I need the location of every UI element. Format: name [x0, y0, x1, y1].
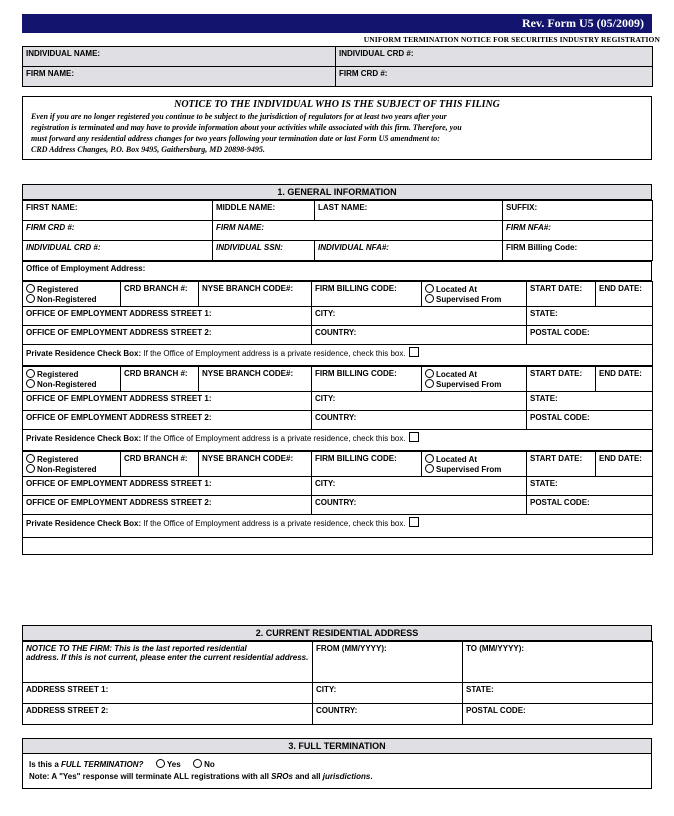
supervised-from-label: Supervised From [436, 380, 502, 389]
start-date-cell-3[interactable] [527, 452, 596, 477]
firm-crd-field[interactable] [23, 221, 213, 241]
radio-icon[interactable] [156, 759, 165, 768]
office-street2-label: OFFICE OF EMPLOYMENT ADDRESS STREET 2: [26, 498, 212, 507]
to-date-label: TO (MM/YYYY): [466, 644, 525, 653]
section-3 [22, 738, 652, 789]
crd-branch-label: CRD BRANCH #: [124, 454, 188, 463]
office-of-employment-label: Office of Employment Address: [26, 264, 146, 273]
table-row [23, 496, 653, 515]
crd-branch-cell-1[interactable] [121, 282, 199, 307]
notice-line-4: CRD Address Changes, P.O. Box 9495, Gaithersburg, MD 20898-9495. [31, 145, 265, 154]
office-street1-label: OFFICE OF EMPLOYMENT ADDRESS STREET 1: [26, 394, 212, 403]
firm-billing-code-cell-2[interactable] [312, 367, 422, 392]
office-city-label: CITY: [315, 394, 336, 403]
office-street1-cell-2[interactable] [23, 392, 312, 411]
end-date-label: END DATE: [599, 284, 642, 293]
start-date-label: START DATE: [530, 454, 583, 463]
office-spacer-row [23, 538, 653, 555]
office-state-label: STATE: [530, 394, 558, 403]
office-city-cell-2[interactable] [312, 392, 527, 411]
office-block-3 [22, 451, 653, 555]
office-city-cell-3[interactable] [312, 477, 527, 496]
registration-type-cell-1[interactable] [23, 282, 121, 307]
registered-label: Registered [37, 455, 79, 464]
office-country-label: COUNTRY: [315, 498, 357, 507]
office-label-table [22, 261, 652, 281]
office-state-label: STATE: [530, 309, 558, 318]
private-residence-text-1: If the Office of Employment address is a private residence, check this box. [141, 349, 406, 358]
private-residence-row-2[interactable] [23, 430, 653, 451]
office-state-label: STATE: [530, 479, 558, 488]
radio-icon[interactable] [193, 759, 202, 768]
firm-billing-code-label: FIRM BILLING CODE: [315, 369, 397, 378]
nyse-branch-label: NYSE BRANCH CODE#: [202, 284, 294, 293]
office-postal-label: POSTAL CODE: [530, 498, 590, 507]
office-street2-cell-3[interactable] [23, 496, 312, 515]
residential-street2-cell[interactable] [23, 704, 313, 725]
residential-street1-cell[interactable] [23, 683, 313, 704]
crd-branch-cell-3[interactable] [121, 452, 199, 477]
office-block-2 [22, 366, 653, 451]
crd-branch-label: CRD BRANCH #: [124, 284, 188, 293]
residential-state-label: STATE: [466, 685, 494, 694]
individual-crd-label: INDIVIDUAL CRD #: [339, 49, 414, 58]
start-date-cell-2[interactable] [527, 367, 596, 392]
first-name-field[interactable] [23, 201, 213, 221]
office-state-cell-3[interactable] [527, 477, 653, 496]
office-street2-label: OFFICE OF EMPLOYMENT ADDRESS STREET 2: [26, 413, 212, 422]
office-city-label: CITY: [315, 479, 336, 488]
private-residence-text-2: If the Office of Employment address is a private residence, check this box. [141, 434, 406, 443]
full-termination-note [29, 772, 645, 781]
firm-name-label: FIRM NAME: [216, 223, 264, 232]
non-registered-label: Non-Registered [37, 380, 97, 389]
office-country-cell-3[interactable] [312, 496, 527, 515]
table-row [23, 683, 653, 704]
office-street1-label: OFFICE OF EMPLOYMENT ADDRESS STREET 1: [26, 479, 212, 488]
residential-city-label: CITY: [316, 685, 337, 694]
residential-address-table [22, 641, 653, 725]
suffix-field[interactable] [503, 201, 653, 221]
registered-label: Registered [37, 370, 79, 379]
first-name-label: FIRST NAME: [26, 203, 78, 212]
middle-name-field[interactable] [213, 201, 315, 221]
firm-name-cell[interactable] [23, 67, 336, 87]
office-street2-label: OFFICE OF EMPLOYMENT ADDRESS STREET 2: [26, 328, 212, 337]
private-residence-bold-2: Private Residence Check Box: [26, 434, 142, 443]
registered-label: Registered [37, 285, 79, 294]
office-state-cell-1[interactable] [527, 307, 653, 326]
firm-billing-code-cell-1[interactable] [312, 282, 422, 307]
table-row [23, 201, 653, 221]
form-subtitle: UNIFORM TERMINATION NOTICE FOR SECURITIES INDUSTRY REGISTRATION [363, 35, 660, 44]
located-at-option-2[interactable] [425, 369, 523, 379]
supervised-from-option-1[interactable] [425, 294, 523, 304]
radio-icon[interactable] [26, 454, 35, 463]
individual-crd-field[interactable] [23, 241, 213, 261]
individual-crd-cell[interactable] [336, 47, 653, 67]
firm-crd-label: FIRM CRD #: [26, 223, 75, 232]
office-block-1 [22, 281, 653, 366]
end-date-cell-1[interactable] [596, 282, 653, 307]
firm-billing-code-label: FIRM BILLING CODE: [315, 284, 397, 293]
section-1-title: 1. GENERAL INFORMATION [22, 184, 652, 200]
non-registered-option-2[interactable] [26, 379, 117, 389]
firm-nfa-label: FIRM NFA#: [506, 223, 551, 232]
table-row [23, 67, 653, 87]
location-type-cell-3[interactable] [422, 452, 527, 477]
radio-icon[interactable] [26, 369, 35, 378]
located-at-label: Located At [436, 285, 478, 294]
non-registered-label: Non-Registered [37, 295, 97, 304]
radio-icon[interactable] [425, 294, 434, 303]
from-date-cell[interactable] [313, 642, 463, 683]
table-row [23, 262, 652, 281]
full-termination-yes-label: Yes [166, 760, 181, 769]
radio-icon[interactable] [26, 284, 35, 293]
residential-street2-label: ADDRESS STREET 2: [26, 706, 109, 715]
residential-country-label: COUNTRY: [316, 706, 358, 715]
firm-name-label: FIRM NAME: [26, 69, 74, 78]
office-street1-cell-1[interactable] [23, 307, 312, 326]
nyse-branch-cell-2[interactable] [199, 367, 312, 392]
private-residence-row-1[interactable] [23, 345, 653, 366]
radio-icon[interactable] [26, 464, 35, 473]
section-2 [22, 625, 652, 725]
private-residence-bold-3: Private Residence Check Box: [26, 519, 142, 528]
identity-table [22, 46, 653, 87]
office-state-cell-2[interactable] [527, 392, 653, 411]
notice-line-2: registration is terminated and may have to provide information about your activities while associated with this firm. Therefore, you [31, 123, 462, 132]
radio-icon[interactable] [425, 379, 434, 388]
location-type-cell-1[interactable] [422, 282, 527, 307]
office-of-employment-label-cell [23, 262, 652, 281]
last-name-label: LAST NAME: [318, 203, 368, 212]
nyse-branch-label: NYSE BRANCH CODE#: [202, 454, 294, 463]
full-termination-note-end: . [370, 772, 373, 781]
crd-branch-cell-2[interactable] [121, 367, 199, 392]
office-country-label: COUNTRY: [315, 328, 357, 337]
individual-name-cell[interactable] [23, 47, 336, 67]
to-date-cell[interactable] [463, 642, 653, 683]
office-postal-cell-2[interactable] [527, 411, 653, 430]
table-row [23, 345, 653, 366]
table-row [23, 642, 653, 683]
radio-icon[interactable] [425, 284, 434, 293]
residential-postal-cell[interactable] [463, 704, 653, 725]
end-date-label: END DATE: [599, 454, 642, 463]
office-street2-cell-2[interactable] [23, 411, 312, 430]
office-country-label: COUNTRY: [315, 413, 357, 422]
table-row [23, 326, 653, 345]
end-date-label: END DATE: [599, 369, 642, 378]
table-row [23, 392, 653, 411]
individual-nfa-field[interactable] [315, 241, 503, 261]
individual-ssn-field[interactable] [213, 241, 315, 261]
registered-option-3[interactable] [26, 454, 117, 464]
located-at-label: Located At [436, 455, 478, 464]
section-3-body [22, 754, 652, 789]
notice-title: NOTICE TO THE INDIVIDUAL WHO IS THE SUBJECT OF THIS FILING [174, 99, 500, 110]
office-city-label: CITY: [315, 309, 336, 318]
revision-title-bar: Rev. Form U5 (05/2009) [22, 14, 652, 33]
office-city-cell-1[interactable] [312, 307, 527, 326]
firm-billing-code-label: FIRM Billing Code: [506, 243, 578, 252]
nyse-branch-cell-3[interactable] [199, 452, 312, 477]
end-date-cell-3[interactable] [596, 452, 653, 477]
notice-box [22, 96, 652, 160]
office-country-cell-2[interactable] [312, 411, 527, 430]
section-3-title: 3. FULL TERMINATION [22, 738, 652, 754]
end-date-cell-2[interactable] [596, 367, 653, 392]
table-row [23, 515, 653, 538]
residential-street1-label: ADDRESS STREET 1: [26, 685, 109, 694]
individual-crd-label: INDIVIDUAL CRD #: [26, 243, 101, 252]
supervised-from-option-2[interactable] [425, 379, 523, 389]
full-termination-note-sros: SROs [271, 772, 293, 781]
table-row [23, 307, 653, 326]
office-street1-label: OFFICE OF EMPLOYMENT ADDRESS STREET 1: [26, 309, 212, 318]
residential-state-cell[interactable] [463, 683, 653, 704]
full-termination-note-bold: Note: A "Yes" response will terminate ALL registrations with all [29, 772, 272, 781]
firm-billing-code-cell-3[interactable] [312, 452, 422, 477]
located-at-option-1[interactable] [425, 284, 523, 294]
full-termination-no-label: No [204, 760, 215, 769]
table-row [23, 241, 653, 261]
from-date-label: FROM (MM/YYYY): [316, 644, 387, 653]
middle-name-label: MIDDLE NAME: [216, 203, 276, 212]
private-residence-text-3: If the Office of Employment address is a private residence, check this box. [141, 519, 406, 528]
full-termination-question-prefix: Is this a [29, 760, 62, 769]
crd-branch-label: CRD BRANCH #: [124, 369, 188, 378]
full-termination-question-row [29, 759, 645, 769]
firm-crd-label: FIRM CRD #: [339, 69, 388, 78]
section-1 [22, 184, 652, 555]
registration-type-cell-3[interactable] [23, 452, 121, 477]
residential-postal-label: POSTAL CODE: [466, 706, 526, 715]
radio-icon[interactable] [26, 379, 35, 388]
firm-notice-line-1: NOTICE TO THE FIRM: This is the last reported residential [26, 644, 247, 653]
start-date-label: START DATE: [530, 369, 583, 378]
table-row [23, 430, 653, 451]
suffix-label: SUFFIX: [506, 203, 538, 212]
office-postal-label: POSTAL CODE: [530, 413, 590, 422]
office-postal-label: POSTAL CODE: [530, 328, 590, 337]
nyse-branch-label: NYSE BRANCH CODE#: [202, 369, 294, 378]
full-termination-note-mid: and all [292, 772, 323, 781]
firm-billing-code-label: FIRM BILLING CODE: [315, 454, 397, 463]
notice-line-1: Even if you are no longer registered you continue to be subject to the jurisdiction of regulators for at least two years after your [31, 112, 447, 121]
non-registered-label: Non-Registered [37, 465, 97, 474]
checkbox-icon[interactable] [409, 517, 419, 527]
residential-country-cell[interactable] [313, 704, 463, 725]
individual-name-label: INDIVIDUAL NAME: [26, 49, 101, 58]
firm-notice-cell [23, 642, 313, 683]
supervised-from-label: Supervised From [436, 295, 502, 304]
non-registered-option-3[interactable] [26, 464, 117, 474]
residential-city-cell[interactable] [313, 683, 463, 704]
notice-line-3: must forward any residential address changes for two years following your termination date or last Form U5 amendment to: [31, 134, 440, 143]
registration-type-cell-2[interactable] [23, 367, 121, 392]
firm-notice-line-2: address. If this is not current, please enter the current residential address. [26, 653, 309, 662]
radio-icon[interactable] [425, 369, 434, 378]
table-row [23, 411, 653, 430]
full-termination-note-jurisdictions: jurisdictions [322, 772, 371, 781]
office-street1-cell-3[interactable] [23, 477, 312, 496]
nyse-branch-cell-1[interactable] [199, 282, 312, 307]
notice-body [23, 111, 651, 159]
checkbox-icon[interactable] [409, 347, 419, 357]
office-postal-cell-1[interactable] [527, 326, 653, 345]
firm-billing-code-field[interactable] [503, 241, 653, 261]
individual-nfa-label: INDIVIDUAL NFA#: [318, 243, 389, 252]
radio-icon[interactable] [26, 294, 35, 303]
firm-name-field[interactable] [213, 221, 503, 241]
table-row [23, 538, 653, 555]
table-row [23, 47, 653, 67]
radio-icon[interactable] [425, 464, 434, 473]
start-date-label: START DATE: [530, 284, 583, 293]
supervised-from-label: Supervised From [436, 465, 502, 474]
located-at-option-3[interactable] [425, 454, 523, 464]
section-2-title: 2. CURRENT RESIDENTIAL ADDRESS [22, 625, 652, 641]
registered-option-2[interactable] [26, 369, 117, 379]
registered-option-1[interactable] [26, 284, 117, 294]
office-postal-cell-3[interactable] [527, 496, 653, 515]
supervised-from-option-3[interactable] [425, 464, 523, 474]
last-name-field[interactable] [315, 201, 503, 221]
table-row [23, 477, 653, 496]
individual-ssn-label: INDIVIDUAL SSN: [216, 243, 283, 252]
non-registered-option-1[interactable] [26, 294, 117, 304]
located-at-label: Located At [436, 370, 478, 379]
firm-crd-cell[interactable] [336, 67, 653, 87]
private-residence-row-3[interactable] [23, 515, 653, 538]
checkbox-icon[interactable] [409, 432, 419, 442]
full-termination-question-italic: FULL TERMINATION? [61, 760, 144, 769]
table-row [23, 704, 653, 725]
general-info-table [22, 200, 653, 261]
office-country-cell-1[interactable] [312, 326, 527, 345]
table-row [23, 221, 653, 241]
start-date-cell-1[interactable] [527, 282, 596, 307]
location-type-cell-2[interactable] [422, 367, 527, 392]
office-street2-cell-1[interactable] [23, 326, 312, 345]
firm-nfa-field[interactable] [503, 221, 653, 241]
private-residence-bold-1: Private Residence Check Box: [26, 349, 142, 358]
radio-icon[interactable] [425, 454, 434, 463]
